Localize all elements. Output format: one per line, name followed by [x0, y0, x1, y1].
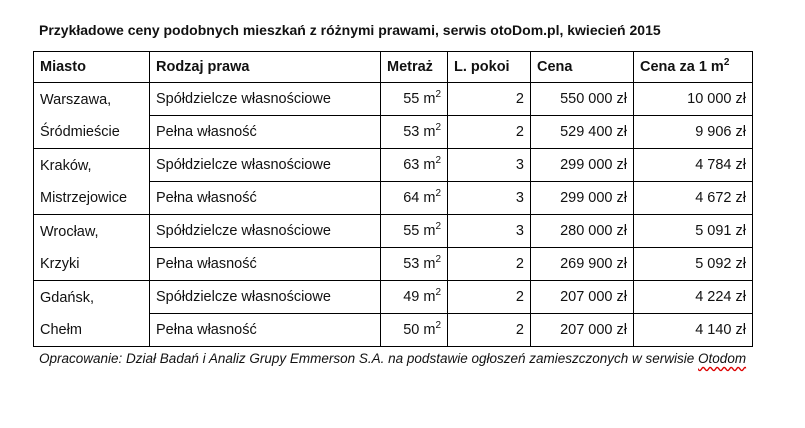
- price-cell: 280 000 zł: [531, 215, 634, 248]
- right-type-cell: Pełna własność: [150, 314, 381, 347]
- table-title: Przykładowe ceny podobnych mieszkań z różnymi prawami, serwis otoDom.pl, kwiecień 2015: [39, 22, 661, 38]
- header-area: Metraż: [381, 52, 448, 83]
- rooms-cell: 2: [448, 83, 531, 116]
- area-unit-sup: 2: [435, 188, 441, 200]
- price-cell: 207 000 zł: [531, 314, 634, 347]
- right-type-cell: Spółdzielcze własnościowe: [150, 215, 381, 248]
- area-cell: [381, 248, 448, 281]
- header-row: [34, 52, 753, 83]
- source-note-text: Opracowanie: Dział Badań i Analiz Grupy Emmerson S.A. na podstawie ogłoszeń zamieszczonych w serwisie: [39, 351, 699, 366]
- city-name: Wrocław,: [40, 223, 99, 240]
- city-district: Śródmieście: [40, 123, 120, 140]
- price-per-m2-cell: 10 000 zł: [634, 83, 753, 116]
- area-cell: [381, 281, 448, 314]
- area-value: 53 m: [403, 124, 436, 140]
- area-value: 55 m: [403, 91, 436, 107]
- price-table: [33, 51, 753, 347]
- right-type-cell: Pełna własność: [150, 182, 381, 215]
- rooms-cell: 3: [448, 149, 531, 182]
- city-district: Mistrzejowice: [40, 189, 128, 206]
- rooms-cell: 2: [448, 281, 531, 314]
- right-type-cell: Spółdzielcze własnościowe: [150, 149, 381, 182]
- header-city: Miasto: [34, 52, 150, 83]
- area-unit-sup: 2: [435, 155, 441, 167]
- table-row: [34, 149, 753, 182]
- table-row: [34, 281, 753, 314]
- source-note: [39, 349, 751, 368]
- area-value: 63 m: [403, 157, 436, 173]
- price-cell: 550 000 zł: [531, 83, 634, 116]
- right-type-cell: Spółdzielcze własnościowe: [150, 281, 381, 314]
- city-name: Warszawa,: [40, 91, 112, 108]
- area-cell: [381, 149, 448, 182]
- city-cell: [34, 281, 150, 347]
- price-per-m2-cell: 9 906 zł: [634, 116, 753, 149]
- price-cell: 207 000 zł: [531, 281, 634, 314]
- area-unit-sup: 2: [435, 287, 441, 299]
- city-district: Chełm: [40, 321, 82, 338]
- city-cell: [34, 149, 150, 215]
- area-unit-sup: 2: [435, 254, 441, 266]
- price-per-m2-cell: 4 224 zł: [634, 281, 753, 314]
- right-type-cell: Pełna własność: [150, 248, 381, 281]
- header-price-per-m2-sup: 2: [723, 57, 730, 69]
- source-note-link-word: Otodom: [698, 351, 747, 366]
- city-name: Kraków,: [40, 157, 92, 174]
- table-body: [34, 83, 753, 347]
- area-cell: [381, 116, 448, 149]
- header-price: Cena: [531, 52, 634, 83]
- price-per-m2-cell: 4 784 zł: [634, 149, 753, 182]
- header-price-per-m2: [634, 52, 753, 83]
- right-type-cell: Spółdzielcze własnościowe: [150, 83, 381, 116]
- area-cell: [381, 83, 448, 116]
- area-unit-sup: 2: [435, 122, 441, 134]
- price-cell: 269 900 zł: [531, 248, 634, 281]
- city-cell: [34, 215, 150, 281]
- rooms-cell: 2: [448, 248, 531, 281]
- area-value: 55 m: [403, 223, 436, 239]
- area-unit-sup: 2: [435, 221, 441, 233]
- area-unit-sup: 2: [435, 320, 441, 332]
- price-per-m2-cell: 4 672 zł: [634, 182, 753, 215]
- area-cell: [381, 215, 448, 248]
- rooms-cell: 3: [448, 182, 531, 215]
- area-cell: [381, 314, 448, 347]
- area-cell: [381, 182, 448, 215]
- rooms-cell: 2: [448, 314, 531, 347]
- area-value: 49 m: [403, 289, 436, 305]
- header-price-per-m2-label: Cena za 1 m: [640, 59, 724, 75]
- city-district: Krzyki: [40, 255, 80, 272]
- area-unit-sup: 2: [435, 89, 441, 101]
- price-cell: 299 000 zł: [531, 182, 634, 215]
- city-cell: [34, 83, 150, 149]
- price-cell: 529 400 zł: [531, 116, 634, 149]
- city-name: Gdańsk,: [40, 289, 94, 306]
- price-per-m2-cell: 5 092 zł: [634, 248, 753, 281]
- area-value: 53 m: [403, 256, 436, 272]
- table-row: [34, 215, 753, 248]
- area-value: 50 m: [403, 322, 436, 338]
- right-type-cell: Pełna własność: [150, 116, 381, 149]
- rooms-cell: 2: [448, 116, 531, 149]
- price-cell: 299 000 zł: [531, 149, 634, 182]
- area-value: 64 m: [403, 190, 436, 206]
- price-per-m2-cell: 4 140 zł: [634, 314, 753, 347]
- header-right-type: Rodzaj prawa: [150, 52, 381, 83]
- price-per-m2-cell: 5 091 zł: [634, 215, 753, 248]
- rooms-cell: 3: [448, 215, 531, 248]
- header-rooms: L. pokoi: [448, 52, 531, 83]
- table-row: [34, 83, 753, 116]
